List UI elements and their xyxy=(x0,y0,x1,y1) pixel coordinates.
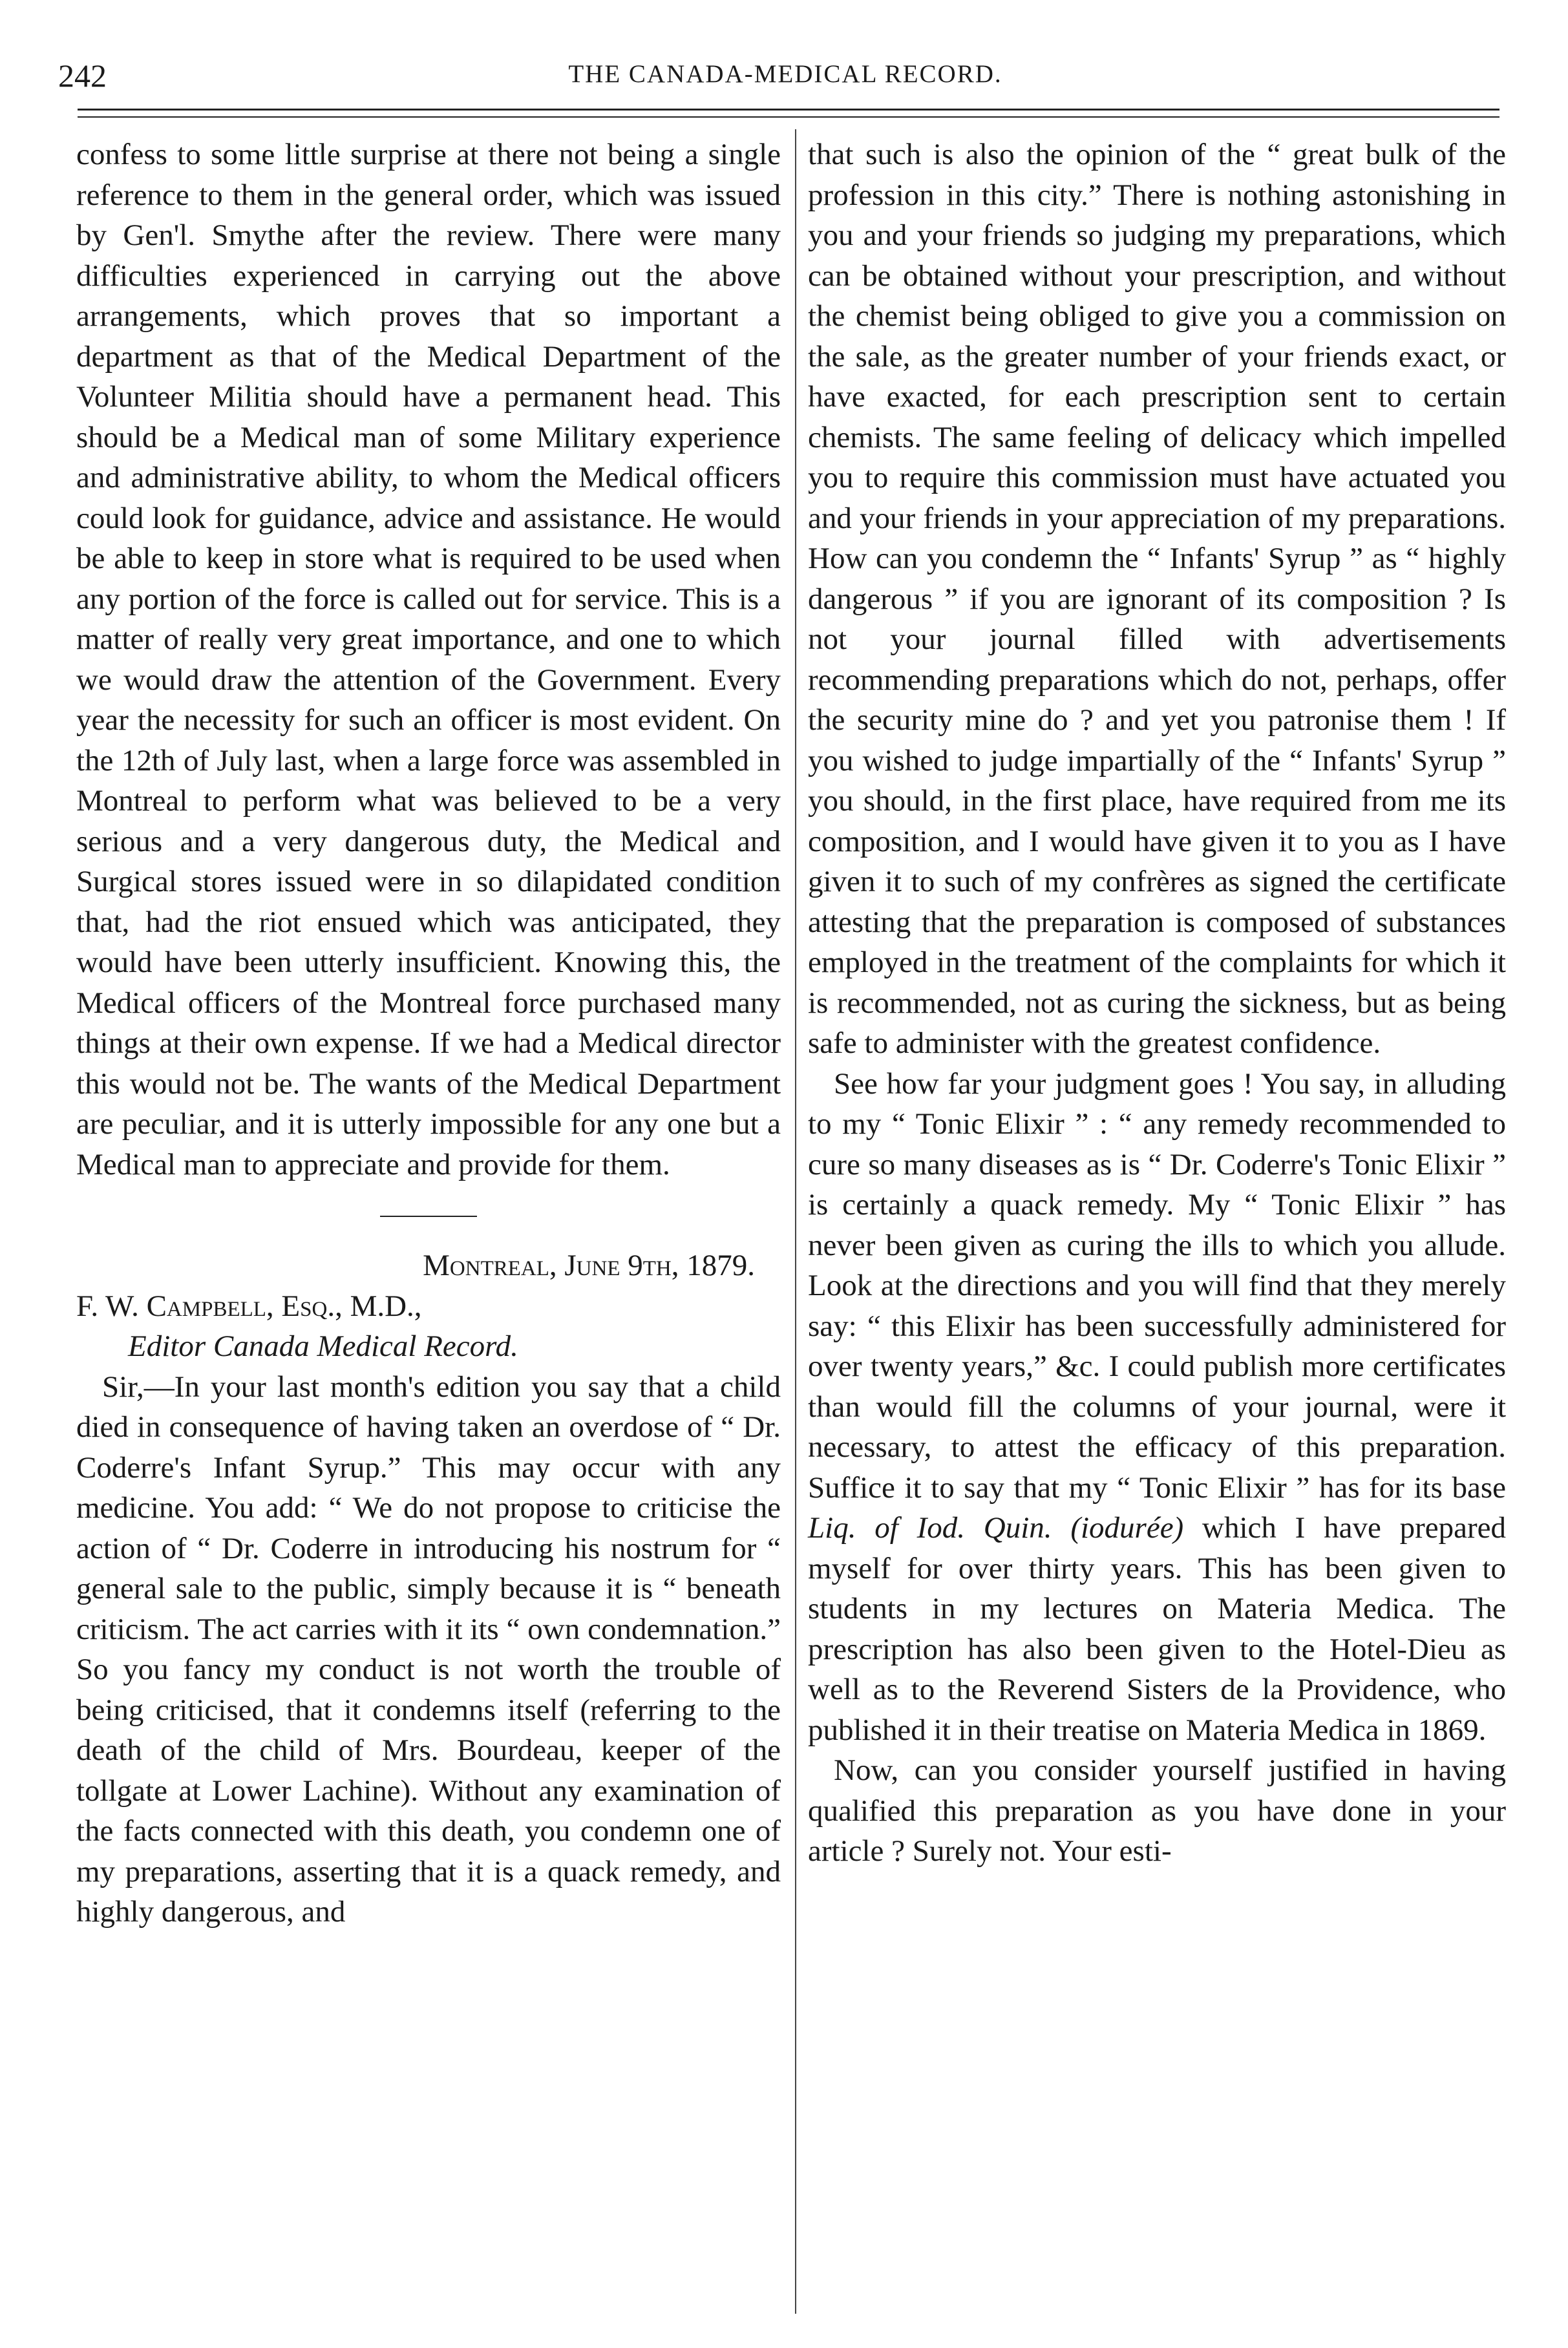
left-paragraph-1: confess to some little surprise at there not being a single reference to them in the general order, which was issued by Gen'l. Smythe after the review. There were many difficulties experienced in carrying out the above arrangements, which proves that so important a department as that of the Medical Department of the Volunteer Militia should have a permanent head. This should be a Medical man of some Military experience and administrative ability, to whom the Medical officers could look for guidance, advice and assistance. He would be able to keep in store what is required to be used when any portion of the force is called out for service. This is a matter of really very great importance, and one to which we would draw the attention of the Government. Every year the necessity for such an officer is most evident. On the 12th of July last, when a large force was assembled in Montreal to perform what was believed to be a very serious and a very dangerous duty, the Medical and Surgical stores issued were in so dilapidated condition that, had the riot ensued which was anticipated, they would have been utterly insufficient. Knowing this, the Medical officers of the Montreal force purchased many things at their own expense. If we had a Medical director this would not be. The wants of the Medical Department are peculiar, and it is utterly impossible for any one but a Medical man to appreciate and provide for them. xyxy=(76,138,781,1181)
running-title: THE CANADA-MEDICAL RECORD. xyxy=(568,60,1002,88)
right-paragraph-2-italic: Liq. of Iod. Quin. (iodurée) xyxy=(808,1511,1184,1545)
header-rule-thin xyxy=(78,116,1499,118)
right-paragraph-2 xyxy=(808,1064,1506,1751)
section-separator xyxy=(380,1216,477,1217)
column-divider xyxy=(795,129,796,2314)
right-paragraph-2-text-a: See how far your judgment goes ! You say, in alluding to my “ Tonic Elixir ” : “ any remedy recommended to cure so many diseases as is “ Dr. Coderre's Tonic Elixir ” is certainly a quack remedy. My “ Tonic Elixir ” has never been given as curing the ills to which you allude. Look at the directions and you will find that they merely say: “ this Elixir has been successfully administered for over twenty years,” &c. I could publish more certificates than would fill the columns of your journal, were it necessary, to attest the efficacy of this preparation. Suffice it to say that my “ Tonic Elixir ” has for its base xyxy=(808,1066,1506,1505)
page-header xyxy=(58,57,1512,102)
page-number: 242 xyxy=(58,58,107,94)
right-paragraph-2-text-b: which I have prepared myself for over thirty years. This has been given to students in my lectures on Materia Medica. The prescription has also been given to the Hotel-Dieu as well as to the Reverend Sisters de la Providence, who published it in their treatise on Materia Medica in 1869. xyxy=(808,1511,1506,1747)
letter-paragraph-1: Sir,—In your last month's edition you say that a child died in consequence of having taken an overdose of “ Dr. Coderre's Infant Syrup.” This may occur with any medicine. You add: “ We do not propose to criticise the action of “ Dr. Coderre in introducing his nostrum for “ general sale to the public, simply because it is “ beneath criticism. The act carries with it its “ own condemnation.” So you fancy my conduct is not worth the trouble of being criticised, that it condemns itself (referring to the death of the child of Mrs. Bourdeau, keeper of the tollgate at Lower Lachine). Without any examination of the facts connected with this death, you condemn one of my preparations, asserting that it is a quack remedy, and highly dangerous, and xyxy=(76,1370,781,1929)
right-column xyxy=(808,134,1506,1872)
letter-addressee-title: Editor Canada Medical Record. xyxy=(128,1329,518,1363)
header-rule xyxy=(78,109,1499,111)
letter-dateline: Montreal, June 9th, 1879. xyxy=(423,1249,755,1282)
right-paragraph-1: that such is also the opinion of the “ great bulk of the profession in this city.” There is nothing astonishing in you and your friends so judging my preparations, which can be obtained without your prescription, and without the chemist being obliged to give you a commission on the sale, as the greater number of your friends exact, or have exacted, for each prescription sent to certain chemists. The same feeling of delicacy which impelled you to require this commission must have actuated you and your friends in your appreciation of my preparations. How can you condemn the “ Infants' Syrup ” as “ highly dangerous ” if you are ignorant of its composition ? Is not your journal filled with advertisements recommending preparations which do not, perhaps, offer the security mine do ? and yet you patronise them ! If you wished to judge impartially of the “ Infants' Syrup ” you should, in the first place, have required from me its composition, and I would have given it to you as I have given it to such of my confrères as signed the certificate attesting that the preparation is composed of substances employed in the treatment of the complaints for which it is recommended, not as curing the sickness, but as being safe to administer with the greatest confidence. xyxy=(808,138,1506,1060)
right-paragraph-3: Now, can you consider yourself justified in having qualified this preparation as you have done in your article ? Surely not. Your esti- xyxy=(808,1753,1506,1868)
left-column xyxy=(76,134,781,1932)
letter-addressee: F. W. Campbell, Esq., M.D., xyxy=(76,1289,422,1323)
